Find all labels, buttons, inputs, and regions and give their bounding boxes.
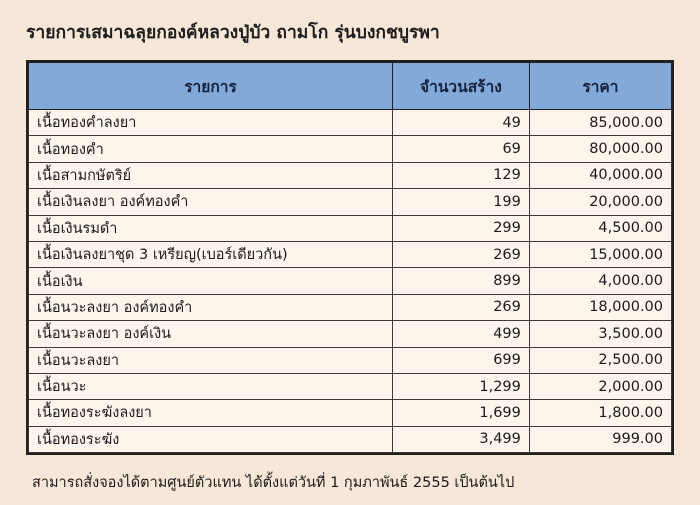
cell-quantity: 69	[392, 136, 529, 162]
cell-price: 4,000.00	[529, 268, 671, 294]
cell-price: 3,500.00	[529, 321, 671, 347]
column-header-item: รายการ	[29, 63, 393, 110]
cell-price: 15,000.00	[529, 241, 671, 267]
cell-quantity: 199	[392, 189, 529, 215]
cell-price: 85,000.00	[529, 110, 671, 136]
cell-price: 40,000.00	[529, 162, 671, 188]
cell-quantity: 49	[392, 110, 529, 136]
cell-price: 4,500.00	[529, 215, 671, 241]
cell-item-name: เนื้อทองคำลงยา	[29, 110, 393, 136]
cell-item-name: เนื้อเงินลงยา องค์ทองคำ	[29, 189, 393, 215]
cell-quantity: 1,699	[392, 400, 529, 426]
column-header-price: ราคา	[529, 63, 671, 110]
cell-quantity: 269	[392, 241, 529, 267]
cell-item-name: เนื้อทองระฆังลงยา	[29, 400, 393, 426]
footer-note: สามารถสั่งจองได้ตามศูนย์ตัวแทน ได้ตั้งแต่วันที่ 1 กุมภาพันธ์ 2555 เป็นต้นไป	[32, 475, 515, 492]
cell-item-name: เนื้อเงินรมดำ	[29, 215, 393, 241]
cell-price: 999.00	[529, 426, 671, 452]
table-row	[29, 162, 672, 188]
cell-item-name: เนื้อนวะลงยา องค์ทองคำ	[29, 294, 393, 320]
cell-price: 18,000.00	[529, 294, 671, 320]
table-row	[29, 400, 672, 426]
cell-quantity: 499	[392, 321, 529, 347]
table-row	[29, 373, 672, 399]
table-row	[29, 347, 672, 373]
cell-price: 2,000.00	[529, 373, 671, 399]
page-title: รายการเสมาฉลุยกองค์หลวงปู่บัว ถามโก รุ่นบงกชบูรพา	[26, 23, 440, 43]
cell-quantity: 699	[392, 347, 529, 373]
table-row	[29, 189, 672, 215]
cell-item-name: เนื้อทองระฆัง	[29, 426, 393, 452]
cell-quantity: 299	[392, 215, 529, 241]
cell-item-name: เนื้อนวะลงยา องค์เงิน	[29, 321, 393, 347]
cell-quantity: 899	[392, 268, 529, 294]
table-row	[29, 241, 672, 267]
cell-quantity: 129	[392, 162, 529, 188]
price-table-container	[26, 60, 674, 455]
cell-quantity: 269	[392, 294, 529, 320]
table-row	[29, 110, 672, 136]
column-header-quantity: จำนวนสร้าง	[392, 63, 529, 110]
cell-quantity: 3,499	[392, 426, 529, 452]
table-row	[29, 321, 672, 347]
cell-price: 1,800.00	[529, 400, 671, 426]
table-row	[29, 215, 672, 241]
cell-item-name: เนื้อสามกษัตริย์	[29, 162, 393, 188]
table-header	[29, 63, 672, 110]
table-row	[29, 294, 672, 320]
table-row	[29, 426, 672, 452]
cell-item-name: เนื้อนวะลงยา	[29, 347, 393, 373]
table-header-row	[29, 63, 672, 110]
table-body	[29, 110, 672, 453]
price-table	[28, 62, 672, 453]
cell-item-name: เนื้อเงินลงยาชุด 3 เหรียญ(เบอร์เดียวกัน)	[29, 241, 393, 267]
table-row	[29, 268, 672, 294]
cell-price: 2,500.00	[529, 347, 671, 373]
cell-item-name: เนื้อเงิน	[29, 268, 393, 294]
cell-quantity: 1,299	[392, 373, 529, 399]
cell-item-name: เนื้อทองคำ	[29, 136, 393, 162]
table-row	[29, 136, 672, 162]
cell-price: 80,000.00	[529, 136, 671, 162]
cell-price: 20,000.00	[529, 189, 671, 215]
cell-item-name: เนื้อนวะ	[29, 373, 393, 399]
